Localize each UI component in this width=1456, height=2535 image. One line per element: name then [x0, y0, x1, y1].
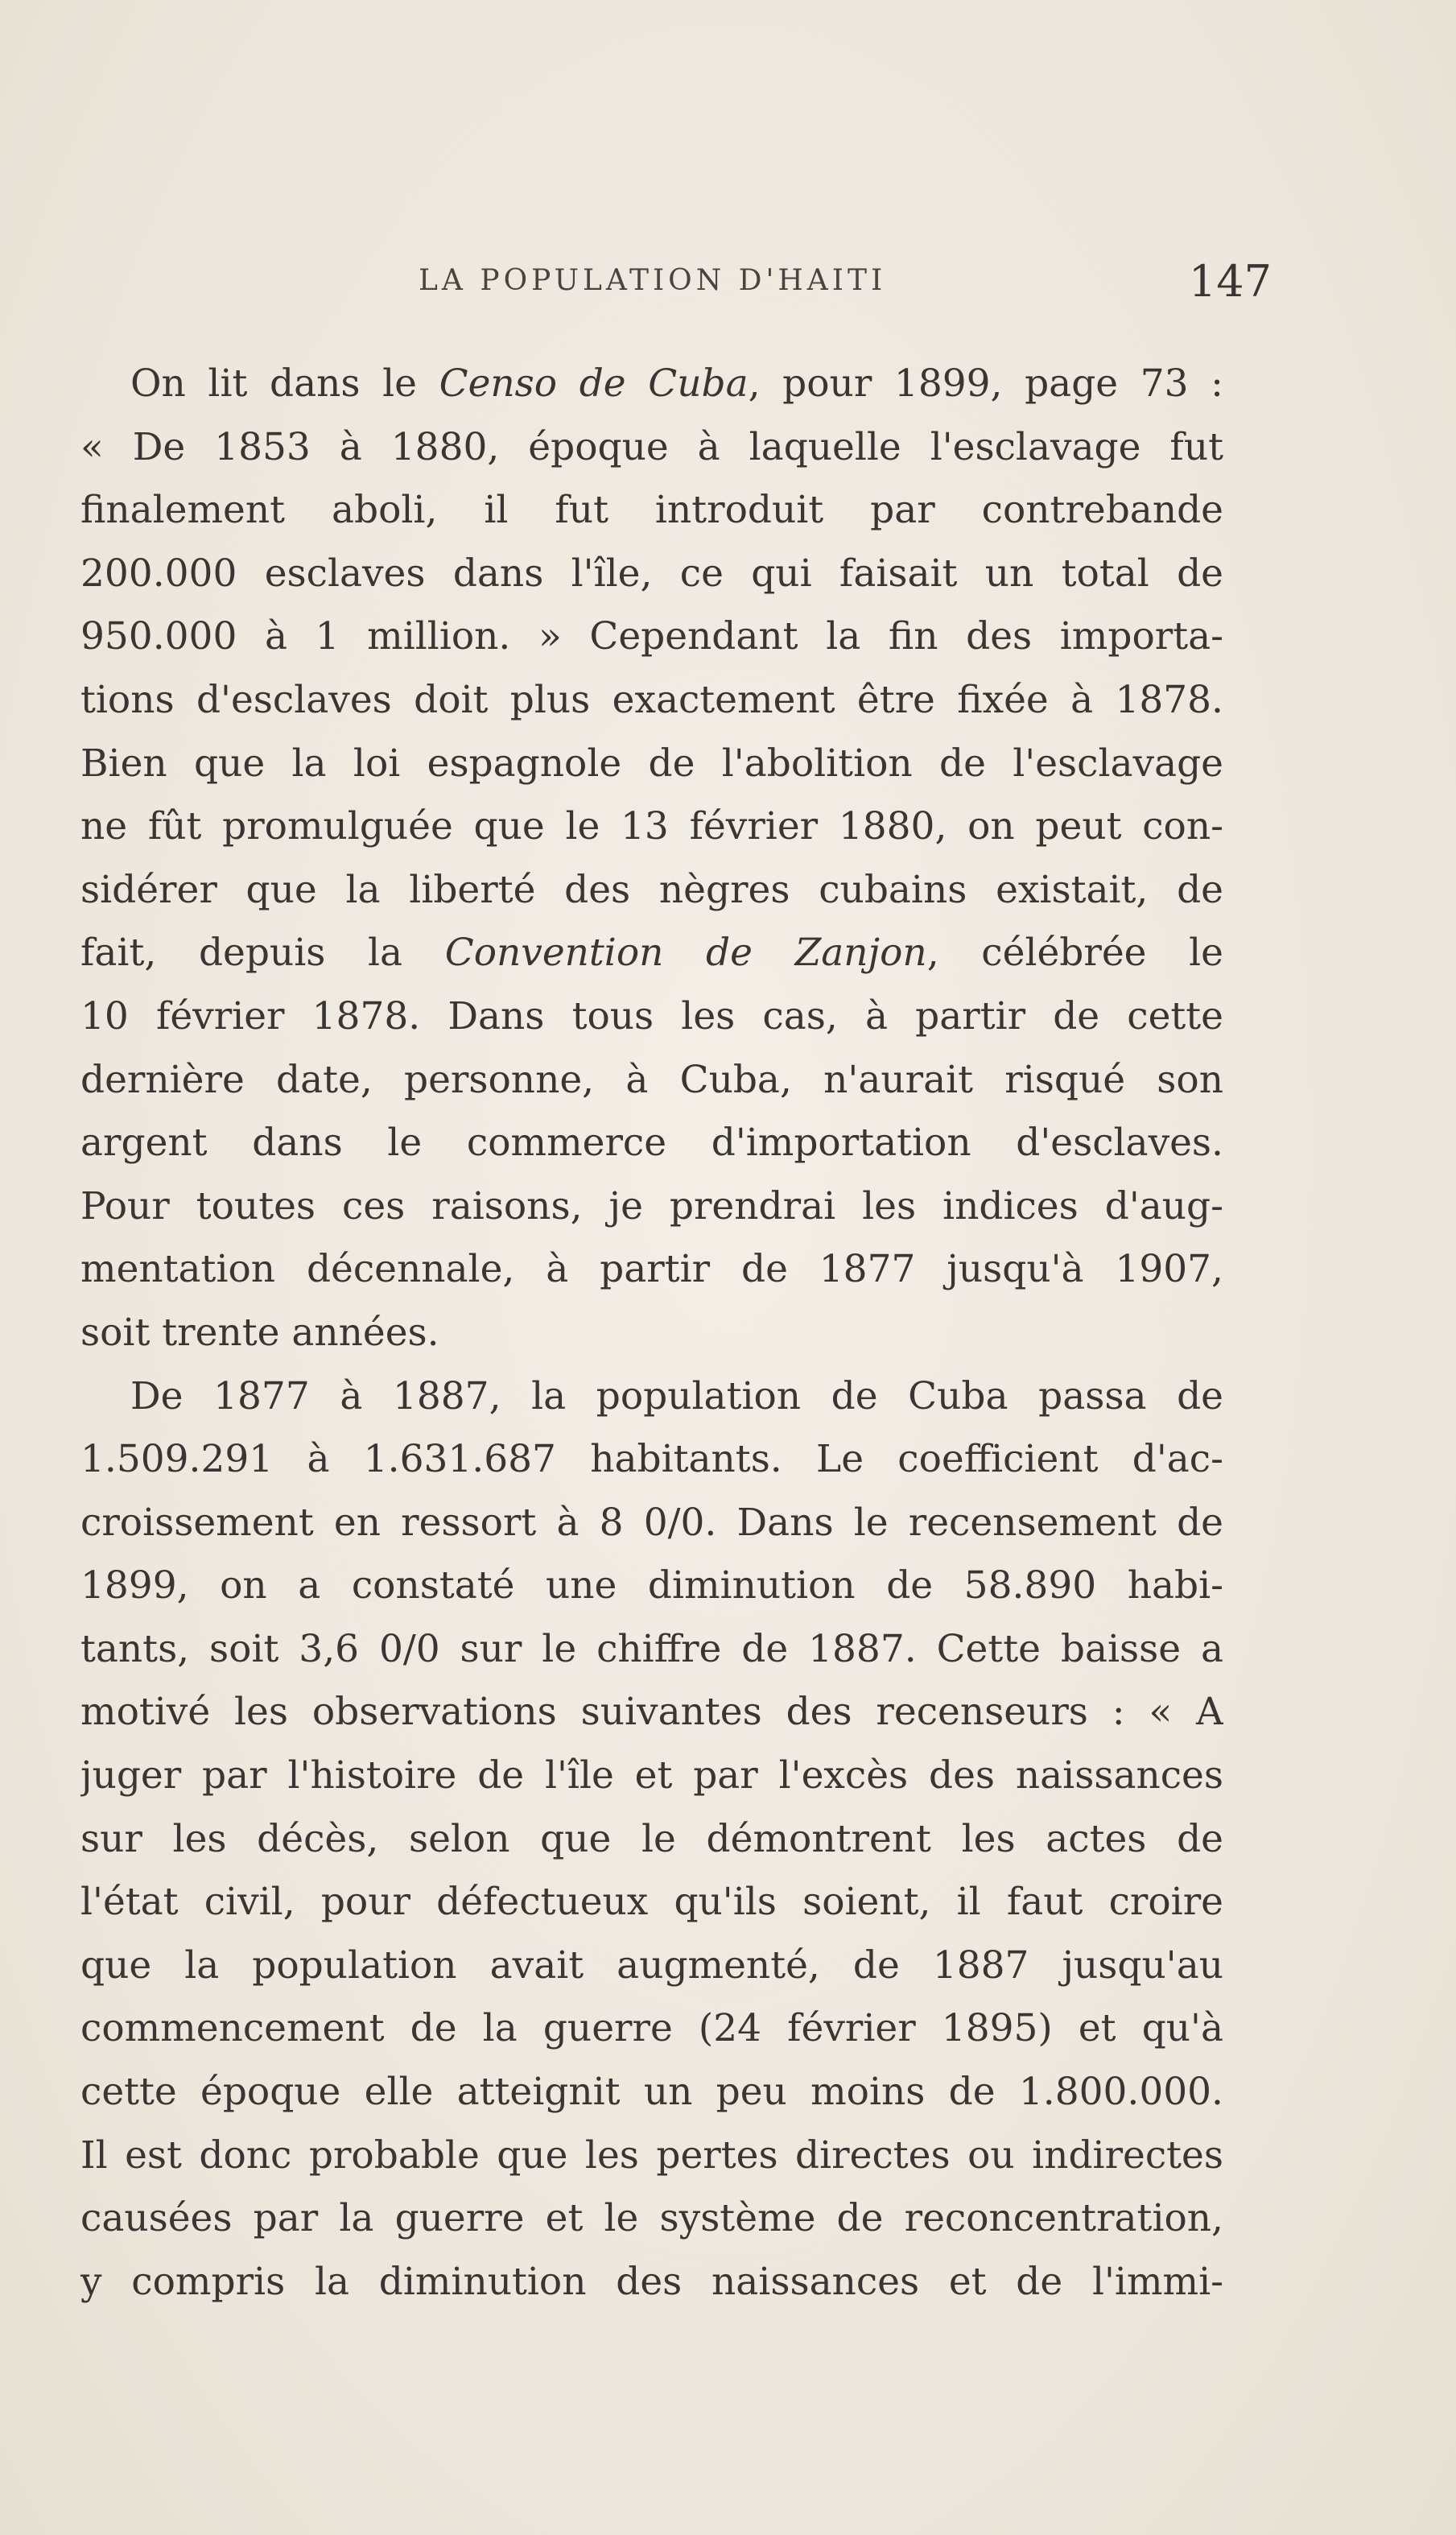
text-line: « De 1853 à 1880, époque à laquelle l'esclavage fut [80, 424, 1223, 469]
page-header [80, 256, 1272, 320]
text-line: mentation décennale, à partir de 1877 jusqu'à 1907, [80, 1247, 1223, 1292]
text-line: sur les décès, selon que le démontrent les actes de [80, 1816, 1223, 1861]
text-line: tions d'esclaves doit plus exactement être fixée à 1878. [80, 677, 1223, 722]
text-line: causées par la guerre et le système de reconcentration, [80, 2196, 1223, 2241]
text-line: argent dans le commerce d'importation d'esclaves. [80, 1121, 1223, 1166]
text-line: que la population avait augmenté, de 1887 jusqu'au [80, 1943, 1223, 1988]
text-run: fait, depuis la [80, 931, 445, 976]
text-line: Pour toutes ces raisons, je prendrai les indices d'aug- [80, 1183, 1223, 1228]
text-line: 950.000 à 1 million. » Cependant la fin des importa- [80, 614, 1223, 659]
text-line: De 1877 à 1887, la population de Cuba passa de [130, 1373, 1223, 1418]
text-line: 200.000 esclaves dans l'île, ce qui faisait un total de [80, 551, 1223, 596]
text-line: 1.509.291 à 1.631.687 habitants. Le coefficient d'ac- [80, 1437, 1223, 1482]
body-text [80, 353, 1223, 2314]
text-line: cette époque elle atteignit un peu moins de 1.800.000. [80, 2070, 1223, 2115]
text-line: finalement aboli, il fut introduit par contrebande [80, 488, 1223, 533]
text-line: tants, soit 3,6 0/0 sur le chiffre de 1887. Cette baisse a [80, 1626, 1223, 1671]
text-line: dernière date, personne, à Cuba, n'aurait risqué son [80, 1057, 1223, 1102]
text-line [80, 922, 1223, 985]
italic-title-censo-de-cuba: Censo de Cuba [439, 361, 749, 406]
text-line: ne fût promulguée que le 13 février 1880, on peut con- [80, 804, 1223, 849]
text-line: soit trente années. [80, 1310, 439, 1355]
italic-title-convention-de-zanjon: Convention de Zanjon [444, 931, 927, 976]
text-line: sidérer que la liberté des nègres cubains existait, de [80, 867, 1223, 912]
text-line: Bien que la loi espagnole de l'abolition de l'esclavage [80, 741, 1223, 786]
text-line: commencement de la guerre (24 février 1895) et qu'à [80, 2006, 1223, 2051]
text-line: Il est donc probable que les pertes directes ou indirectes [80, 2132, 1223, 2178]
text-line: l'état civil, pour défectueux qu'ils soient, il faut croire [80, 1880, 1223, 1925]
text-run: , célébrée le [926, 931, 1223, 976]
text-line: croissement en ressort à 8 0/0. Dans le recensement de [80, 1500, 1223, 1545]
text-line: juger par l'histoire de l'île et par l'excès des naissances [80, 1753, 1223, 1798]
text-run: On lit dans le [130, 361, 439, 406]
text-line: 1899, on a constaté une diminution de 58.890 habi- [80, 1563, 1223, 1608]
text-run: , pour 1899, page 73 : [748, 361, 1223, 406]
page-number: 147 [1188, 256, 1272, 307]
text-line: 10 février 1878. Dans tous les cas, à partir de cette [80, 993, 1223, 1038]
text-line: motivé les observations suivantes des recenseurs : « A [80, 1690, 1223, 1735]
text-line: y compris la diminution des naissances et de l'immi- [80, 2259, 1223, 2304]
running-head: LA POPULATION D'HAITI [419, 264, 887, 297]
text-line [80, 353, 1223, 416]
